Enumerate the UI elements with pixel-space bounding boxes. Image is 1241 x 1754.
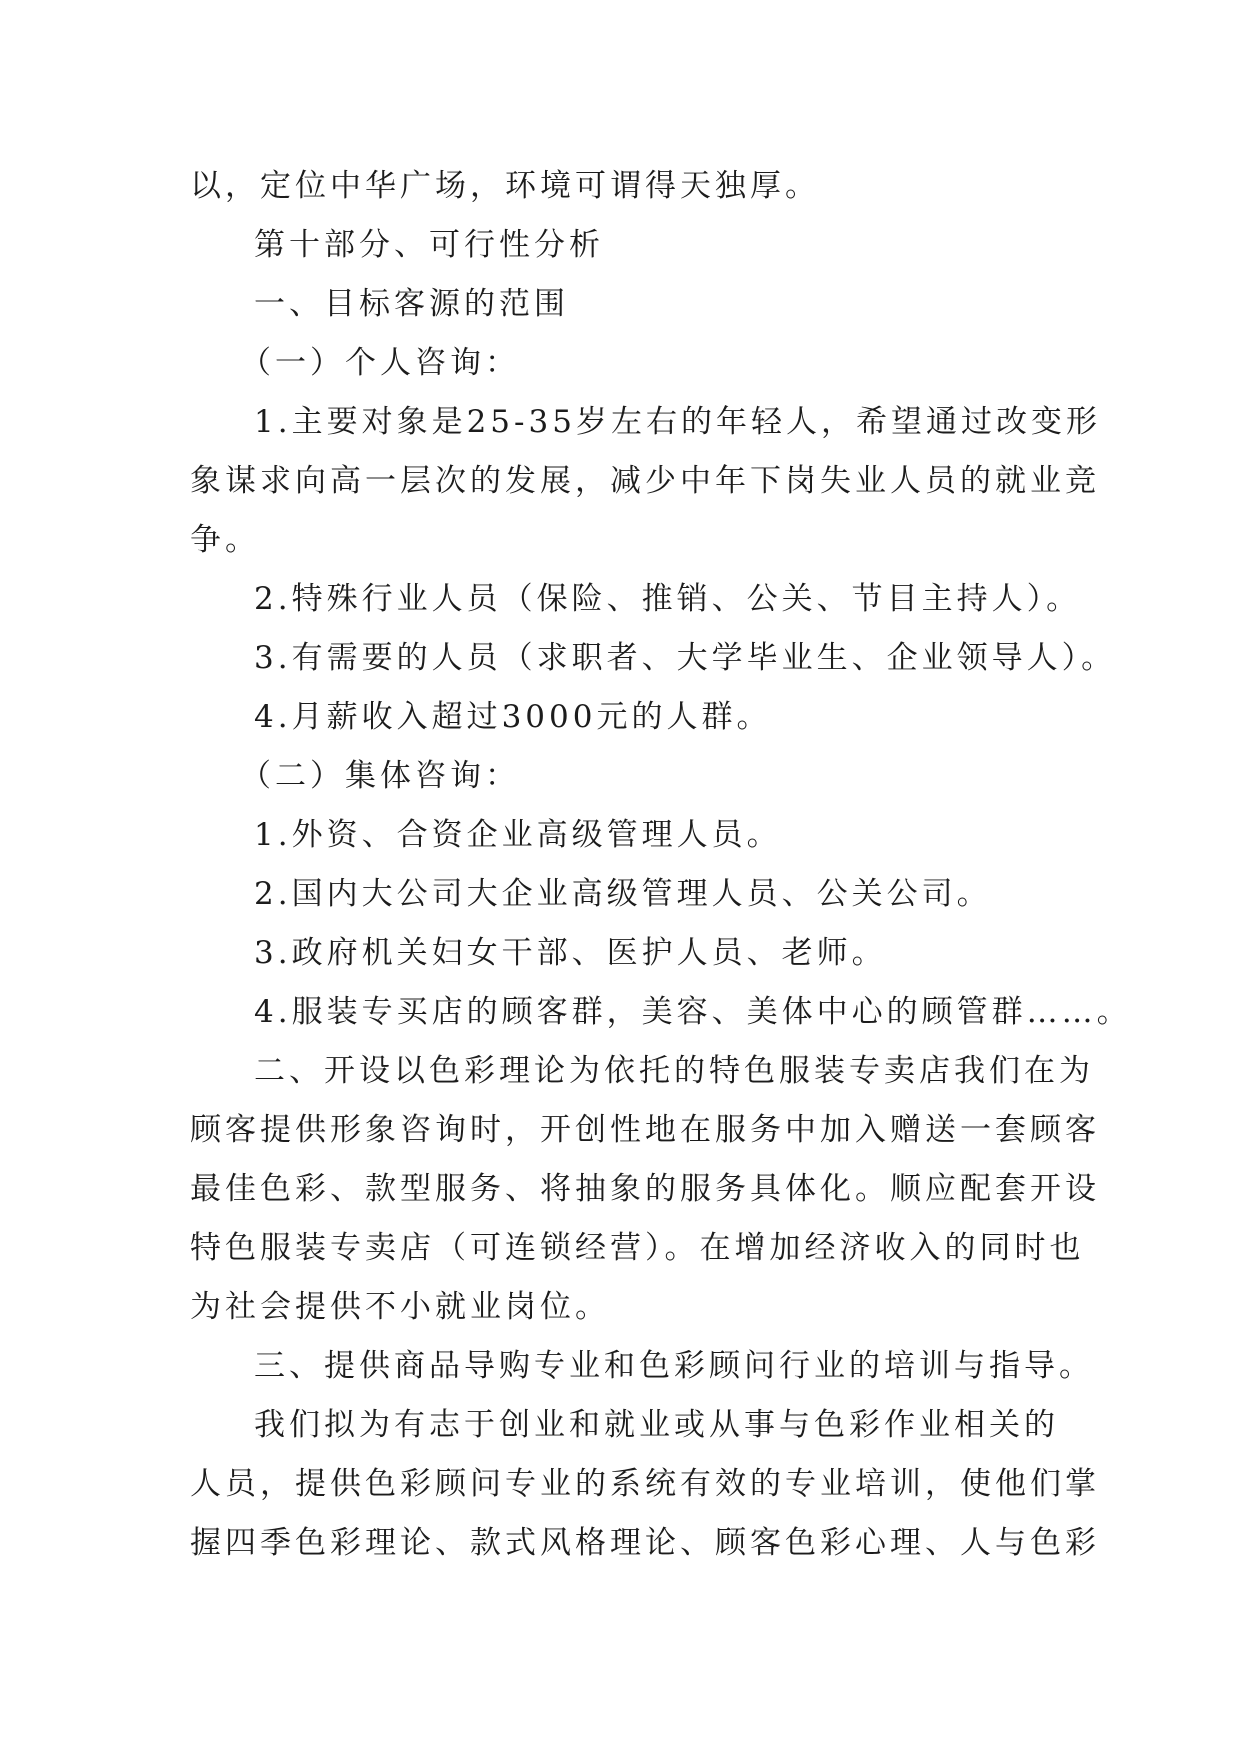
subheading-group: （二）集体咨询： bbox=[240, 758, 520, 794]
text-line: 顾客提供形象咨询时，开创性地在服务中加入赠送一套顾客 bbox=[190, 1112, 1100, 1148]
list-item: 1.主要对象是25-35岁左右的年轻人，希望通过改变形 bbox=[254, 404, 1101, 440]
list-item: 2.特殊行业人员（保险、推销、公关、节目主持人）。 bbox=[254, 581, 1082, 617]
list-item: 3.有需要的人员（求职者、大学毕业生、企业领导人）。 bbox=[254, 640, 1117, 676]
subsection-heading: 一、目标客源的范围 bbox=[254, 286, 569, 322]
section-paragraph: 三、提供商品导购专业和色彩顾问行业的培训与指导。 bbox=[254, 1348, 1094, 1384]
text-line: 为社会提供不小就业岗位。 bbox=[190, 1289, 610, 1325]
section-paragraph: 二、开设以色彩理论为依托的特色服装专卖店我们在为 bbox=[254, 1053, 1094, 1089]
text-line: 以，定位中华广场，环境可谓得天独厚。 bbox=[190, 168, 820, 204]
section-heading: 第十部分、可行性分析 bbox=[254, 227, 604, 263]
text-line: 争。 bbox=[190, 522, 260, 558]
text-line: 最佳色彩、款型服务、将抽象的服务具体化。顺应配套开设 bbox=[190, 1171, 1100, 1207]
list-item: 4.月薪收入超过3000元的人群。 bbox=[254, 699, 772, 735]
paragraph-start: 我们拟为有志于创业和就业或从事与色彩作业相关的 bbox=[254, 1407, 1059, 1443]
text-line: 握四季色彩理论、款式风格理论、顾客色彩心理、人与色彩 bbox=[190, 1525, 1100, 1561]
list-item: 4.服装专买店的顾客群，美容、美体中心的顾管群……。 bbox=[254, 994, 1132, 1030]
text-line: 人员，提供色彩顾问专业的系统有效的专业培训，使他们掌 bbox=[190, 1466, 1100, 1502]
text-line: 象谋求向高一层次的发展，减少中年下岗失业人员的就业竞 bbox=[190, 463, 1100, 499]
list-item: 1.外资、合资企业高级管理人员。 bbox=[254, 817, 782, 853]
list-item: 3.政府机关妇女干部、医护人员、老师。 bbox=[254, 935, 887, 971]
text-line: 特色服装专卖店（可连锁经营）。在增加经济收入的同时也 bbox=[190, 1230, 1085, 1266]
list-item: 2.国内大公司大企业高级管理人员、公关公司。 bbox=[254, 876, 992, 912]
document-body bbox=[190, 157, 1132, 1573]
subheading-individual: （一）个人咨询： bbox=[240, 345, 520, 381]
